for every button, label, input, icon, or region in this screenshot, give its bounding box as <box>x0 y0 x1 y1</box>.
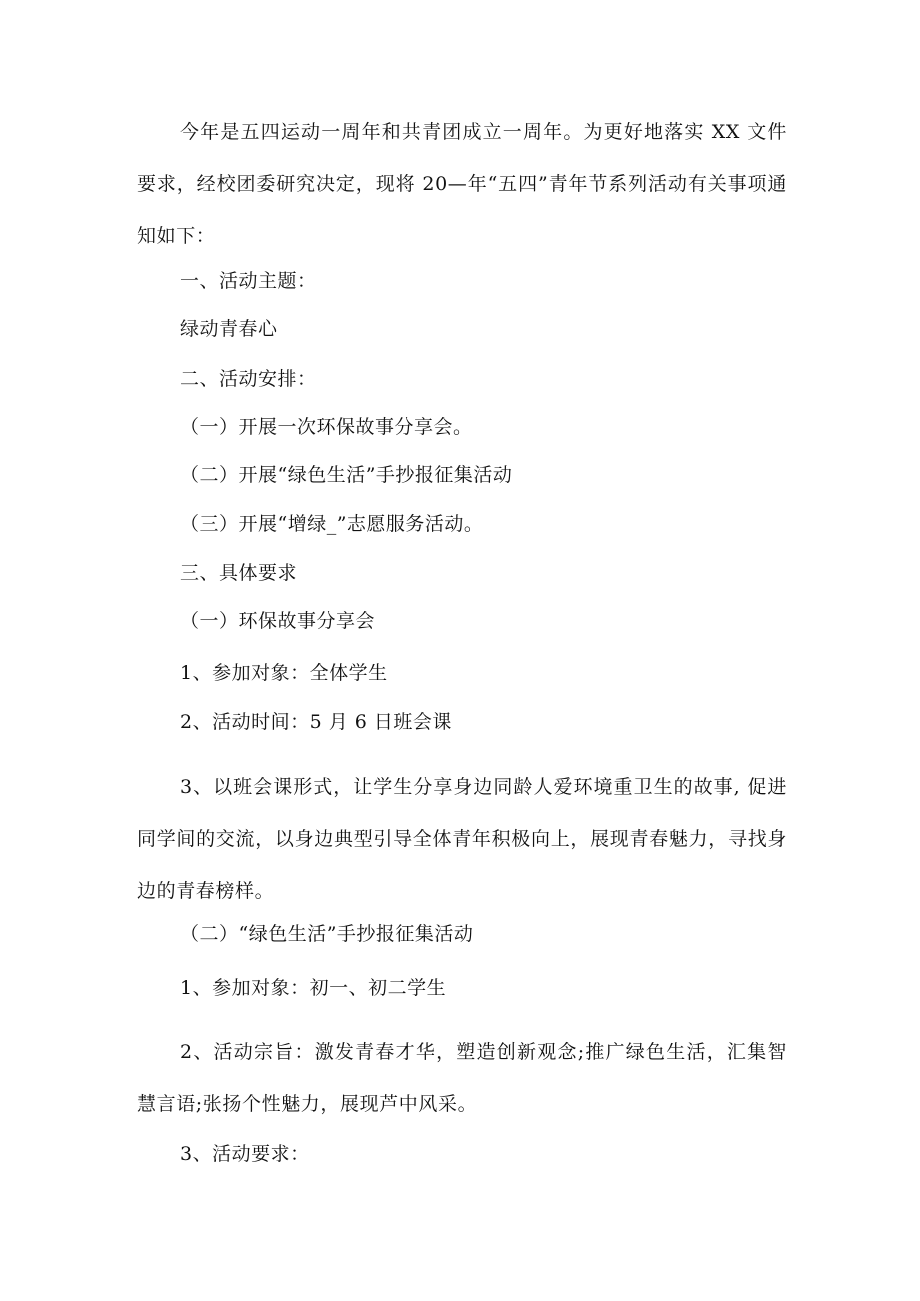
section1-heading: 一、活动主题： <box>180 270 317 292</box>
requirement-2-item-1: 1、参加对象：初一、初二学生 <box>180 977 447 999</box>
requirement-2-heading: （二）“绿色生活”手抄报征集活动 <box>180 923 474 945</box>
arrangement-item-1: （一）开展一次环保故事分享会。 <box>180 416 473 438</box>
requirement-1-item-2: 2、活动时间：5 月 6 日班会课 <box>180 711 452 733</box>
requirement-1-item-1: 1、参加对象：全体学生 <box>180 662 388 684</box>
section2-heading: 二、活动安排： <box>180 368 317 390</box>
theme-text: 绿动青春心 <box>180 318 278 340</box>
intro-paragraph: 今年是五四运动一周年和共青团成立一周年。为更好地落实 XX 文件要求，经校团委研究决定，现将 20—年“五四”青年节系列活动有关事项通知如下： <box>137 121 787 247</box>
requirement-1-item-3: 3、以班会课形式，让学生分享身边同龄人爱环境重卫生的故事, 促进同学间的交流，以身边典型引导全体青年积极向上，展现青春魅力，寻找身边的青春榜样。 <box>137 776 787 902</box>
arrangement-item-3: （三）开展“增绿_”志愿服务活动。 <box>180 513 484 535</box>
requirement-1-heading: （一）环保故事分享会 <box>180 610 376 632</box>
arrangement-item-2: （二）开展“绿色生活”手抄报征集活动 <box>180 464 513 486</box>
requirement-2-item-3: 3、活动要求： <box>180 1143 310 1165</box>
section3-heading: 三、具体要求 <box>180 562 298 584</box>
requirement-2-item-2: 2、活动宗旨：激发青春才华，塑造创新观念;推广绿色生活，汇集智慧言语;张扬个性魅力，展现芦中风采。 <box>137 1041 787 1115</box>
